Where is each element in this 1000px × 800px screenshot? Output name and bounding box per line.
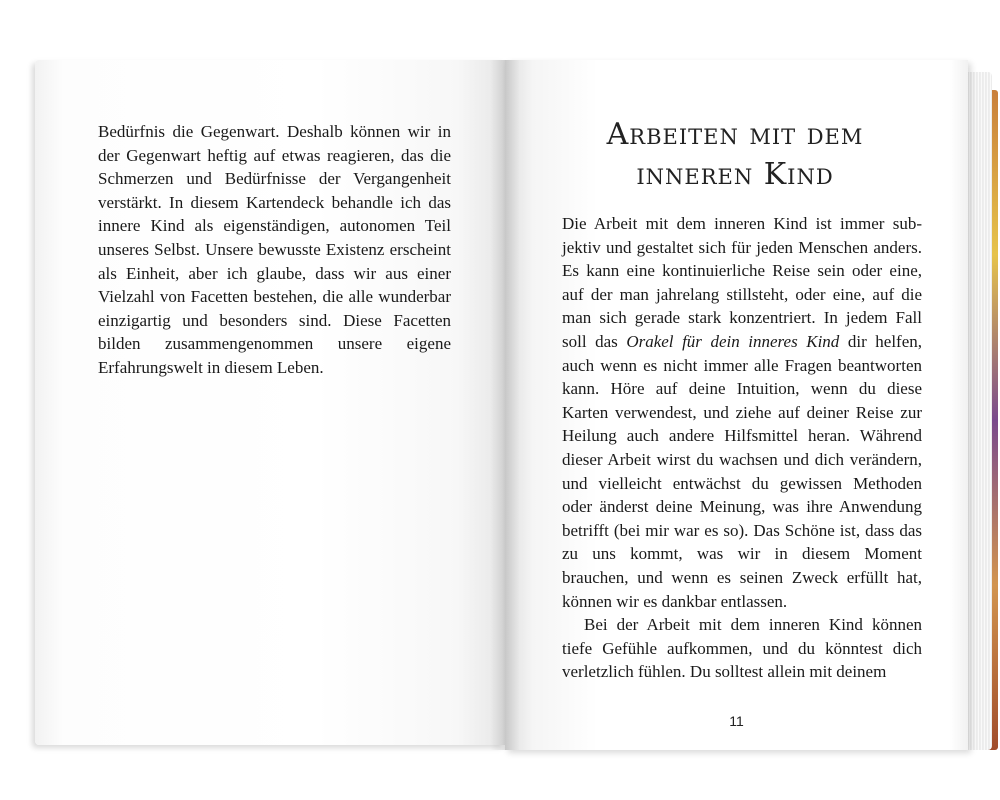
paragraph-1-end: dir helfen, auch wenn es nicht immer alle Fragen beantworten kann. Höre auf deine Intuition, wenn du diese Karten verwendest, und ziehe auf deiner Reise zur Heilung auch andere Hilfsmittel heran. Während dieser Arbeit wirst du wachsen und dich verändern, und vielleicht entwächst du gewissen Methoden oder änderst deine Meinung, was ihre Anwendung betrifft (bei mir war es so). Das Schöne ist, dass das zu uns kommt, was wir in diesem Moment brauchen, und wenn es seinen Zweck erfüllt hat, können wir es dankbar entlassen. xyxy=(562,331,923,611)
paragraph-1-start: Die Arbeit mit dem inneren Kind ist immer subjektiv und gestaltet sich für jeden Menschen anders. Es kann eine kontinuierliche Reise sein oder eine, auf der man jahrelang stillsteht, oder eine, auf die man sich gerade stark konzentriert. In jedem Fall soll das xyxy=(562,214,922,351)
chapter-title-line-2: inneren Kind xyxy=(636,157,834,192)
page-stack-edge xyxy=(968,72,992,750)
paragraph-2: Bei der Arbeit mit dem inneren Kind können tiefe Gefühle aufkommen, und du könntest dich verletzlich fühlen. Du solltest allein mit deinem xyxy=(562,615,922,682)
chapter-title xyxy=(565,115,905,195)
page-number: 11 xyxy=(729,713,744,729)
right-page-text xyxy=(562,212,922,684)
paragraph-1 xyxy=(562,212,922,613)
right-page xyxy=(505,60,968,750)
left-page xyxy=(35,60,505,745)
left-page-text: Bedürfnis die Gegenwart. Deshalb können wir in der Gegenwart heftig auf etwas reagieren, das die Schmerzen und Bedürfnisse der Vergangenheit verstärkt. In diesem Kartendeck behandle ich das innere Kind als eigenständigen, autonomen Teil unseres Selbst. Unsere bewusste Existenz erscheint als Einheit, aber ich glaube, dass wir aus einer Vielzahl von Facetten bestehen, die alle wunderbar einzigartig und besonders sind. Diese Facetten bilden zusammengenommen unsere eigene Erfahrungswelt in diesem Leben. xyxy=(98,122,451,377)
chapter-title-line-1: Arbeiten mit dem xyxy=(606,117,864,152)
book-spine-shadow xyxy=(490,60,520,750)
book-title-italic: Orakel für dein inneres Kind xyxy=(626,331,840,351)
